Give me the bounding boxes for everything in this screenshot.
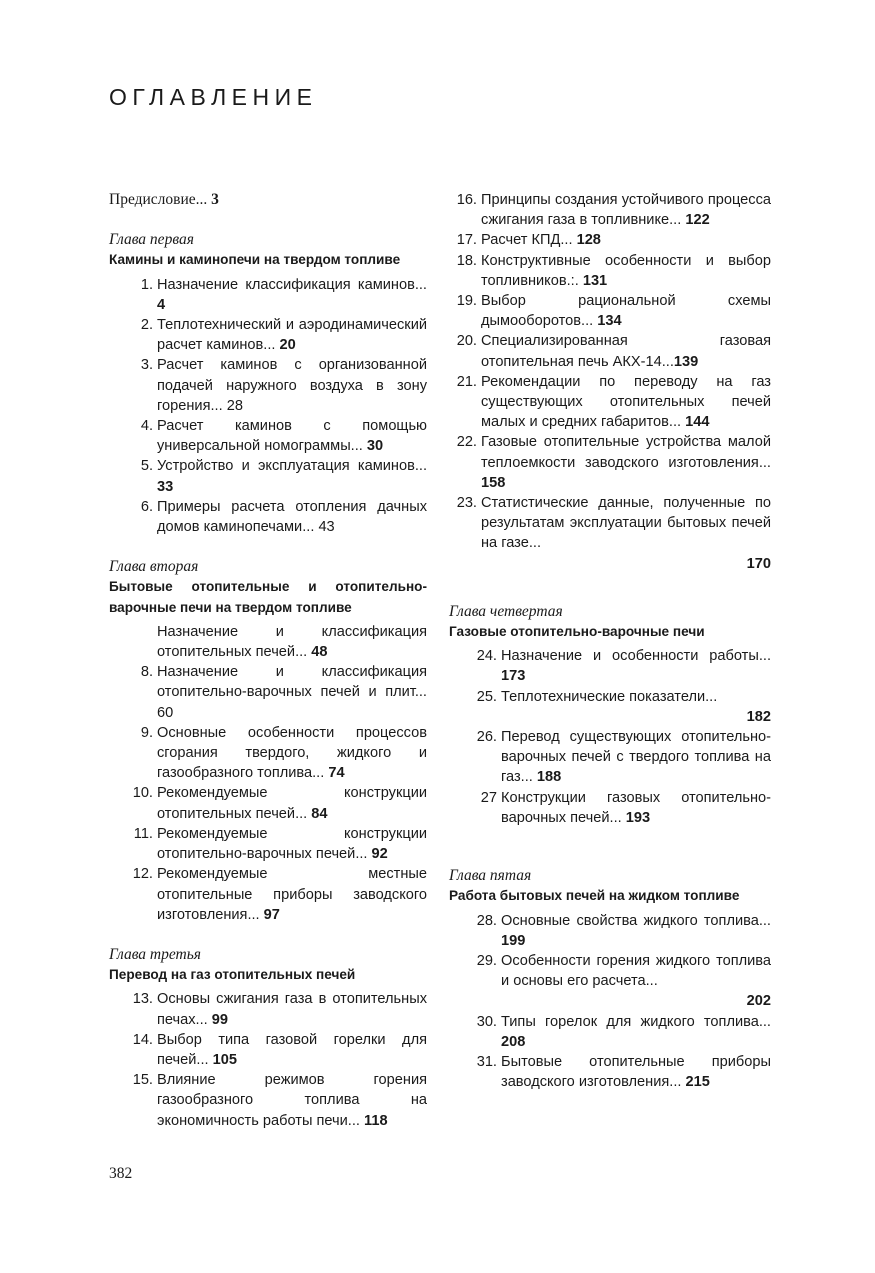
chapter-label: Глава первая	[109, 231, 194, 249]
entry-number: 26.	[476, 729, 497, 746]
toc-entry	[109, 456, 427, 496]
entry-number: 25.	[476, 688, 497, 705]
chapter-1	[109, 230, 427, 537]
entry-number: 5.	[140, 458, 153, 475]
toc-entry	[109, 864, 427, 925]
entry-title: Назначение и классификация отопительно-варочных печей и плит...	[157, 664, 427, 701]
entry-page: 193	[625, 809, 651, 826]
entry-page: 92	[371, 846, 388, 863]
entry-page: 170	[746, 555, 771, 572]
toc-entry	[109, 622, 427, 662]
entry-title: Конструктивные особенности и выбор топливников.:.	[481, 252, 771, 289]
chapter-4	[449, 602, 771, 828]
entry-page: 182	[746, 708, 771, 725]
entry-number: 14.	[132, 1031, 153, 1048]
entry-list	[109, 989, 427, 1130]
preface-label: Предисловие...	[109, 191, 208, 208]
entry-page: 97	[263, 906, 280, 923]
entry-title: Конструкции газовых отопительно-варочных печей...	[501, 789, 771, 826]
toc-entry	[109, 989, 427, 1029]
toc-entry	[449, 1012, 771, 1052]
toc-entry	[449, 687, 771, 727]
toc-entry	[449, 727, 771, 788]
entry-number: 22.	[456, 434, 477, 451]
chapter-title: Работа бытовых печей на жидком топливе	[449, 888, 740, 904]
toc-entry	[109, 1030, 427, 1070]
toc-left-column	[109, 190, 427, 1151]
chapter-title: Бытовые отопительные и отопительно-варочные печи на твердом топливе	[109, 579, 427, 615]
entry-text	[481, 331, 771, 371]
toc-entry	[449, 432, 771, 493]
entry-text	[481, 432, 771, 493]
entry-title: Статистические данные, полученные по результатам эксплуатации бытовых печей на газе...	[481, 495, 771, 552]
toc-entry	[449, 230, 771, 250]
toc-entry	[109, 824, 427, 864]
entry-list	[449, 190, 771, 574]
entry-page: 134	[597, 313, 622, 330]
entry-title: Расчет каминов с помощью универсальной номограммы...	[157, 418, 427, 455]
entry-title: Назначение классификация каминов...	[157, 276, 427, 293]
entry-number: 10.	[132, 785, 153, 802]
entry-page: 118	[364, 1112, 388, 1129]
toc-entry	[449, 1052, 771, 1092]
toc-entry	[109, 723, 427, 784]
chapter-5	[449, 866, 771, 1092]
entry-number: 17.	[456, 232, 477, 249]
entry-number: 31.	[476, 1053, 497, 1070]
entry-page: 131	[582, 272, 608, 289]
entry-page: 43	[318, 519, 335, 536]
toc-entry	[449, 372, 771, 433]
entry-title: Влияние режимов горения газообразного топлива на экономичность работы печи...	[157, 1072, 427, 1129]
entry-number: 30.	[476, 1013, 497, 1030]
entry-text	[157, 1030, 427, 1070]
toc-entry	[449, 251, 771, 291]
entry-text	[501, 1012, 771, 1052]
toc-entry	[109, 275, 427, 315]
entry-title: Типы горелок для жидкого топлива...	[501, 1013, 771, 1030]
entry-text	[481, 251, 771, 291]
entry-title: Примеры расчета отопления дачных домов каминопечами...	[157, 498, 427, 536]
entry-number: 3.	[140, 357, 153, 374]
entry-page: 99	[211, 1011, 229, 1028]
entry-page: 105	[212, 1051, 237, 1068]
entry-number: 27	[480, 789, 497, 806]
entry-text	[157, 315, 427, 355]
entry-list	[109, 622, 427, 925]
page-number: 382	[109, 1165, 133, 1182]
entry-list	[109, 275, 427, 538]
entry-number: 2.	[140, 317, 153, 334]
entry-page: 208	[501, 1033, 526, 1050]
entry-number: 16.	[456, 192, 477, 208]
entry-number: 12.	[132, 866, 153, 883]
toc-entry	[449, 493, 771, 574]
entry-text	[501, 727, 771, 788]
entry-page: 60	[157, 704, 174, 721]
entry-text	[157, 416, 427, 456]
entry-text	[157, 864, 427, 925]
entry-number: 13.	[132, 991, 153, 1008]
entry-text	[157, 824, 427, 864]
chapter-title: Перевод на газ отопительных печей	[109, 967, 356, 983]
entry-title: Основные особенности процессов сгорания твердого, жидкого и газообразного топлива...	[157, 724, 427, 782]
toc-entry	[449, 291, 771, 331]
chapter-label: Глава третья	[109, 945, 202, 963]
toc-entry	[109, 662, 427, 723]
chapter-label: Глава вторая	[109, 558, 199, 576]
entry-title: Выбор типа газовой горелки для печей...	[157, 1031, 427, 1068]
entry-page: 33	[157, 478, 174, 495]
entry-page: 199	[501, 932, 526, 949]
entry-number: 29.	[476, 952, 497, 969]
preface-page: 3	[211, 191, 219, 208]
entry-number: 4.	[140, 418, 153, 435]
entry-title: Выбор рациональной схемы дымооборотов...	[481, 293, 771, 330]
entry-page: 30	[366, 438, 384, 455]
toc-right-column	[449, 190, 771, 1112]
entry-text	[157, 662, 427, 723]
entry-title: Теплотехнический и аэродинамический расчет каминов...	[157, 317, 427, 354]
entry-title: Рекомендуемые конструкции отопительно-варочных печей...	[157, 825, 427, 863]
entry-list	[449, 911, 771, 1093]
entry-text	[157, 275, 427, 315]
entry-title: Бытовые отопительные приборы заводского изготовления...	[501, 1053, 771, 1091]
entry-title: Устройство и эксплуатация каминов...	[157, 458, 427, 475]
entry-page: 84	[311, 805, 328, 822]
entry-number: 24.	[476, 648, 497, 665]
entry-text	[157, 622, 427, 662]
entry-page: 158	[481, 474, 506, 491]
entry-page: 173	[501, 668, 526, 685]
toc-entry	[109, 497, 427, 537]
entry-title: Особенности горения жидкого топлива и основы его расчета...	[501, 952, 771, 990]
entry-number: 15.	[132, 1072, 153, 1089]
entry-page: 188	[536, 769, 562, 786]
toc-entry	[449, 331, 771, 371]
entry-page: 48	[311, 644, 328, 661]
entry-page: 4	[157, 296, 166, 313]
entry-number: 1.	[140, 276, 153, 293]
entry-title: Перевод существующих отопительно-варочных печей с твердого топлива на газ...	[501, 729, 771, 786]
entry-text	[501, 788, 771, 828]
entry-title: Основы сжигания газа в отопительных печах...	[157, 991, 427, 1028]
entry-text	[157, 497, 427, 537]
entry-number: 9.	[140, 724, 153, 741]
entry-title: Расчет каминов с организованной подачей наружного воздуха в зону горения...	[157, 357, 427, 414]
entry-page: 144	[685, 414, 710, 431]
entry-number: 18.	[456, 252, 477, 269]
entry-page: 20	[279, 337, 296, 354]
entry-page: 202	[746, 993, 771, 1010]
entry-text	[481, 291, 771, 331]
entry-title: Рекомендации по переводу на газ существующих отопительных печей малых и средних габаритов...	[481, 373, 771, 431]
toc-entry	[109, 355, 427, 416]
preface-entry	[109, 190, 427, 210]
entry-number: 11.	[133, 825, 153, 842]
entry-page: 128	[576, 232, 601, 249]
toc-entry	[449, 646, 771, 686]
toc-entry	[449, 788, 771, 828]
toc-entry	[449, 951, 771, 1012]
toc-entry	[109, 416, 427, 456]
entry-text	[157, 723, 427, 784]
entry-text	[501, 646, 771, 686]
page-title: ОГЛАВЛЕНИЕ	[109, 84, 318, 110]
entry-text	[157, 1070, 427, 1131]
entry-text	[157, 783, 427, 823]
toc-entry	[449, 911, 771, 951]
entry-number: 23.	[456, 495, 477, 512]
entry-page: 74	[328, 765, 345, 782]
chapter-title: Газовые отопительно-варочные печи	[449, 624, 705, 640]
entry-page: 122	[685, 212, 710, 229]
entry-page: 139	[673, 353, 699, 370]
toc-entry	[109, 783, 427, 823]
chapter-3	[109, 945, 427, 1131]
toc-entry	[109, 315, 427, 355]
chapter-label: Глава пятая	[449, 867, 532, 885]
entry-text	[481, 372, 771, 433]
entry-text	[481, 493, 771, 574]
entry-number: 28.	[476, 912, 497, 929]
chapter-3-continued	[449, 190, 771, 574]
entry-title: Рекомендуемые местные отопительные приборы заводского изготовления...	[157, 866, 427, 923]
entry-title: Рекомендуемые конструкции отопительных печей...	[157, 785, 427, 822]
entry-page: 28	[226, 397, 243, 414]
entry-text	[501, 951, 771, 1012]
entry-title: Основные свойства жидкого топлива...	[501, 912, 771, 929]
entry-text	[157, 355, 427, 416]
entry-title: Принципы создания устойчивого процесса сжигания газа в топливнике...	[481, 192, 771, 229]
entry-title: Назначение и классификация отопительных печей...	[157, 623, 427, 661]
entry-page: 215	[685, 1074, 710, 1091]
entry-text	[501, 911, 771, 951]
entry-title: Расчет КПД...	[481, 232, 573, 249]
chapter-title: Камины и каминопечи на твердом топливе	[109, 252, 401, 268]
entry-text	[501, 687, 771, 727]
entry-number: 6.	[140, 498, 153, 515]
entry-list	[449, 646, 771, 828]
entry-number: 19.	[456, 293, 477, 310]
entry-title: Газовые отопительные устройства малой теплоемкости заводского изготовления...	[481, 434, 771, 471]
entry-text	[157, 456, 427, 496]
entry-text	[481, 190, 771, 230]
entry-number: 8.	[140, 664, 153, 681]
chapter-label: Глава четвертая	[449, 602, 563, 620]
entry-title: Специализированная газовая отопительная печь АКХ-14...	[481, 333, 771, 370]
toc-entry	[449, 190, 771, 230]
entry-text	[481, 230, 771, 250]
entry-number: 20.	[456, 333, 477, 350]
entry-text	[501, 1052, 771, 1092]
entry-number: 21.	[456, 373, 477, 390]
entry-title: Теплотехнические показатели...	[501, 688, 718, 705]
toc-entry	[109, 1070, 427, 1131]
chapter-2	[109, 557, 427, 925]
entry-text	[157, 989, 427, 1029]
entry-title: Назначение и особенности работы...	[501, 648, 771, 665]
